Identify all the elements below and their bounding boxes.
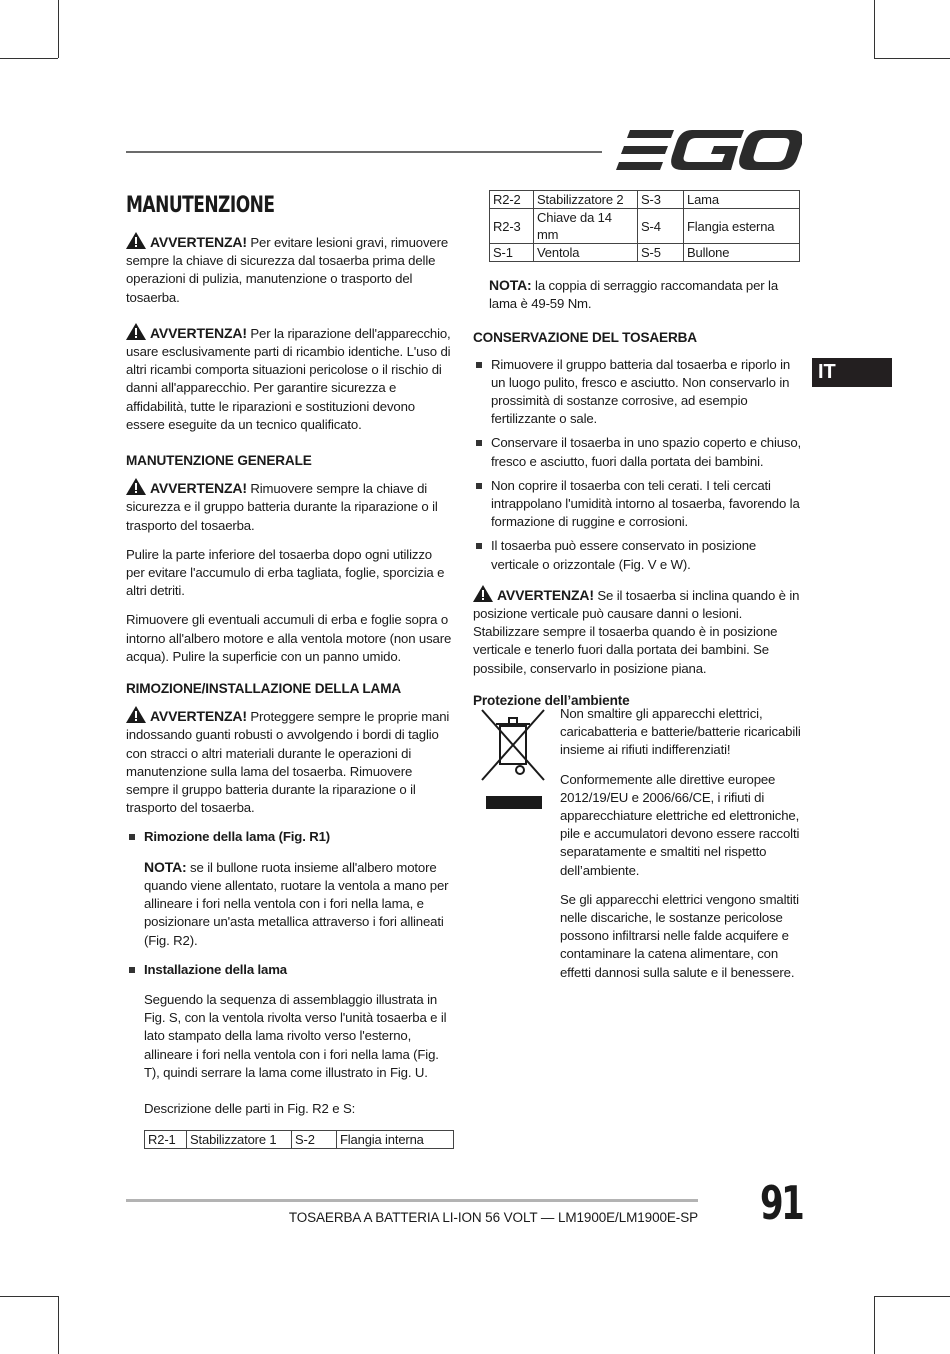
body-paragraph: Rimuovere gli eventuali accumuli di erba e foglie sopra o intorno all'albero motore e alla ventola motore (non usare acqua). Pulire la superficie con un panno umido. bbox=[126, 612, 452, 664]
nota-paragraph bbox=[489, 276, 803, 313]
section-title: MANUTENZIONE bbox=[126, 193, 275, 218]
table-cell: S-1 bbox=[490, 244, 534, 262]
table-row bbox=[145, 1131, 454, 1149]
warning-paragraph bbox=[473, 585, 803, 678]
left-column bbox=[126, 188, 454, 1149]
footer-rule bbox=[126, 1199, 698, 1202]
warning-triangle-icon bbox=[126, 706, 146, 723]
environment-paragraph: Conformemente alle direttive europee 2012/19/EU e 2006/66/CE, i rifiuti di apparecchiature elettriche ed elettroniche, pile e accumulatori devono essere raccolti separatamente e smaltiti nel rispetto dell’ambiente. bbox=[560, 771, 800, 878]
crop-mark bbox=[874, 1296, 875, 1354]
environment-text bbox=[560, 705, 805, 993]
warning-triangle-icon bbox=[126, 478, 146, 495]
parts-table-right bbox=[489, 190, 800, 262]
weee-bin-icon bbox=[480, 708, 546, 812]
table-cell: Bullone bbox=[684, 244, 800, 262]
warning-text: Se il tosaerba si inclina quando è in posizione verticale può causare danni o lesioni. Stabilizzare sempre il tosaerba quando è in posizione verticale e tenerlo fuori dalla portata dei bambini. Se possibile, conservarlo in posizione piana. bbox=[473, 587, 800, 676]
storage-bullet: Rimuovere il gruppo batteria dal tosaerba e riporlo in un luogo pulito, fresco e asciutto. Non conservarlo in prossimità di sostanze corrosive, ad esempio fertilizzante o sale. bbox=[473, 356, 803, 429]
install-paragraph: Seguendo la sequenza di assemblaggio illustrata in Fig. S, con la ventola rivolta verso l'unità tosaerba e il lato stampato della lama rivolto verso l'esterno, allineare i fori nella ventola con i fori nella lama (Fig. T), quindi serrare la lama come illustrato in Fig. U. bbox=[144, 991, 447, 1080]
parts-description: Descrizione delle parti in Fig. R2 e S: bbox=[144, 1100, 356, 1116]
general-maintenance-heading: MANUTENZIONE GENERALE bbox=[126, 453, 312, 469]
body-paragraph: Pulire la parte inferiore del tosaerba dopo ogni utilizzo per evitare l'accumulo di erba tagliata, foglie, sporcizia e altri detriti. bbox=[126, 546, 445, 599]
footer-text: TOSAERBA A BATTERIA LI-ION 56 VOLT — LM1900E/LM1900E-SP bbox=[288, 1210, 698, 1225]
parts-table-left bbox=[144, 1130, 454, 1149]
table-cell: R2-1 bbox=[145, 1131, 187, 1149]
table-cell: Chiave da 14 mm bbox=[534, 209, 638, 244]
warning-label: AVVERTENZA! bbox=[150, 324, 247, 341]
language-tab: IT bbox=[812, 358, 892, 387]
crop-mark bbox=[0, 1296, 58, 1297]
storage-bullet: Non coprire il tosaerba con teli cerati. I teli cercati intrappolano l'umidità intorno al tosaerba, favorendo la formazione di ruggine e corrosioni. bbox=[473, 477, 803, 532]
nota-paragraph bbox=[126, 858, 454, 950]
table-row bbox=[490, 244, 800, 262]
crop-mark bbox=[874, 0, 875, 58]
bullet-blade-installation: Installazione della lama bbox=[126, 961, 454, 979]
table-cell: S-5 bbox=[638, 244, 684, 262]
crop-mark bbox=[58, 1296, 59, 1354]
warning-paragraph bbox=[126, 478, 454, 535]
table-row bbox=[490, 191, 800, 209]
warning-text: Per evitare lesioni gravi, rimuovere sempre la chiave di sicurezza dal tosaerba prima delle operazioni di pulizia, manutenzione o trasporto del tosaerba. bbox=[126, 235, 449, 305]
warning-paragraph bbox=[126, 323, 454, 434]
table-cell: Stabilizzatore 1 bbox=[187, 1131, 292, 1149]
warning-paragraph bbox=[126, 706, 454, 817]
nota-label: NOTA: bbox=[144, 858, 187, 875]
table-row bbox=[490, 209, 800, 244]
warning-text: Rimuovere sempre la chiave di sicurezza e il gruppo batteria durante la riparazione o il trasporto del tosaerba. bbox=[126, 481, 438, 533]
blade-heading: RIMOZIONE/INSTALLAZIONE DELLA LAMA bbox=[126, 681, 402, 697]
environment-paragraph: Se gli apparecchi elettrici vengono smaltiti nelle discariche, le sostanze pericolose possono infiltrarsi nelle falde acquifere e contaminare la catena alimentare, con effetti dannosi sulla salute e il benessere. bbox=[560, 891, 799, 980]
table-cell: Flangia esterna bbox=[684, 209, 800, 244]
bullet-blade-removal: Rimozione della lama (Fig. R1) bbox=[126, 828, 454, 846]
warning-label: AVVERTENZA! bbox=[150, 480, 247, 497]
table-cell: S-2 bbox=[292, 1131, 337, 1149]
table-cell: Lama bbox=[684, 191, 800, 209]
table-cell: R2-3 bbox=[490, 209, 534, 244]
nota-label: NOTA: bbox=[489, 277, 532, 293]
warning-triangle-icon bbox=[126, 232, 146, 249]
right-column bbox=[473, 190, 803, 718]
nota-text: se il bullone ruota insieme all'albero motore quando viene allentato, ruotare la ventola a mano per allineare i fori nella ventola con i fori nella lama, e posizionare un'asta metallica attraverso i fori allineati (Fig. R2). bbox=[144, 859, 449, 948]
table-cell: Ventola bbox=[534, 244, 638, 262]
header-rule bbox=[126, 151, 602, 153]
crop-mark bbox=[58, 0, 59, 58]
table-cell: S-4 bbox=[638, 209, 684, 244]
page-number: 91 bbox=[760, 1176, 803, 1230]
warning-text: Per la riparazione dell'apparecchio, usare esclusivamente parti di ricambio identiche. L'uso di altri ricambi comporta situazioni pericolose o il rischio di danni all'apparecchio. Per garantire sicurezza e affidabilità, tutte le riparazioni e sostituzioni devono essere eseguite da un tecnico qualificato. bbox=[126, 325, 451, 432]
ego-logo bbox=[616, 128, 802, 172]
table-cell: Stabilizzatore 2 bbox=[534, 191, 638, 209]
warning-triangle-icon bbox=[473, 585, 493, 602]
crop-mark bbox=[0, 58, 58, 59]
table-cell: S-3 bbox=[638, 191, 684, 209]
warning-label: AVVERTENZA! bbox=[150, 234, 247, 250]
storage-heading: CONSERVAZIONE DEL TOSAERBA bbox=[473, 330, 697, 346]
nota-text: la coppia di serraggio raccomandata per la lama è 49-59 Nm. bbox=[489, 278, 779, 312]
environment-paragraph: Non smaltire gli apparecchi elettrici, caricabatteria e batterie/batterie ricaricabili insieme ai rifiuti indifferenziati! bbox=[560, 706, 801, 758]
warning-label: AVVERTENZA! bbox=[497, 586, 594, 603]
storage-bullet: Il tosaerba può essere conservato in posizione verticale o orizzontale (Fig. V e W). bbox=[473, 537, 803, 573]
crop-mark bbox=[874, 58, 950, 59]
warning-triangle-icon bbox=[126, 323, 146, 340]
storage-bullet: Conservare il tosaerba in uno spazio coperto e chiuso, fresco e asciutto, fuori dalla portata dei bambini. bbox=[473, 434, 803, 470]
warning-text: Proteggere sempre le proprie mani indossando guanti robusti o avvolgendo i bordi di taglio con stracci o altri materiali durante le operazioni di manutenzione sulla lama del tosaerba. Rimuovere sempre il gruppo batteria durante la riparazione o il trasporto del tosaerba. bbox=[126, 709, 450, 816]
environment-heading: Protezione dell’ambiente bbox=[473, 692, 630, 708]
warning-paragraph bbox=[126, 232, 454, 307]
table-cell: Flangia interna bbox=[337, 1131, 454, 1149]
warning-label: AVVERTENZA! bbox=[150, 708, 247, 725]
crop-mark bbox=[874, 1296, 950, 1297]
table-cell: R2-2 bbox=[490, 191, 534, 209]
